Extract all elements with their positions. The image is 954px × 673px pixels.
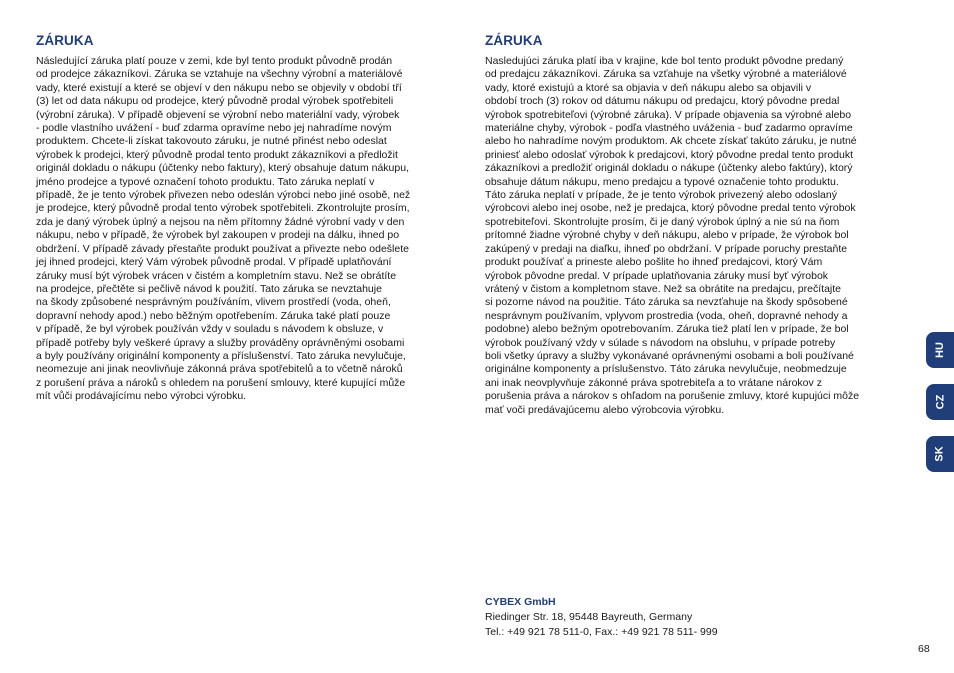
paragraph-line: vady, ktoré existujú a ktoré sa objavia v deň nákupu alebo sa objavili v	[485, 81, 812, 94]
paragraph-line: prítomné žiadne výrobné chyby v deň nákupu, alebo v prípade, že výrobok bol	[485, 229, 849, 242]
paragraph-line: na škody způsobené nesprávným používáním, vlivem prostředí (voda, oheň,	[36, 296, 391, 309]
paragraph-line: Táto záruka neplatí v prípade, že je tento výrobok privezený alebo odoslaný	[485, 189, 837, 202]
paragraph-line: vady, které existují a které se objeví v den nákupu nebo se objevily v období tří	[36, 81, 402, 94]
paragraph-line: spotrebiteľovi. Skontrolujte prosím, či je daný výrobok úplný a nie sú na ňom	[485, 215, 840, 228]
language-tab-hu-label: HU	[933, 342, 946, 358]
paragraph-line: originál dokladu o nákupu (účtenky nebo faktury), který obsahuje datum nákupu,	[36, 162, 409, 175]
paragraph-line: alebo ho nahradíme novým produktom. Ak chcete získať takúto záruku, je nutné	[485, 135, 857, 148]
paragraph-line: výrobok pôvodne predal. V prípade uplatňovania záruky musí byť výrobok	[485, 269, 829, 282]
paragraph-line: záruky musí být výrobek vrácen v čistém a kompletním stavu. Než se obrátíte	[36, 269, 397, 282]
paragraph-line: (3) let od data nákupu od prodejce, který původně prodal výrobek spotřebiteli	[36, 95, 394, 108]
paragraph-line: produkt používať a prineste alebo pošlite ho ihneď predajcovi, ktorý Vám	[485, 256, 823, 269]
paragraph-line: materiálne chyby, výrobok - podľa vlastného uváženia - buď zadarmo opravíme	[485, 122, 853, 135]
paragraph-line: výrobcovi alebo inej osobe, než je predajca, ktorý pôvodne predal tento výrobok	[485, 202, 856, 215]
paragraph-line: jej ihned prodejci, který Vám výrobek původně prodal. V případě uplatňování	[36, 256, 392, 269]
paragraph-line: mať voči predávajúcemu alebo výrobcovia výrobku.	[485, 403, 725, 416]
cz-warranty-section	[36, 33, 472, 404]
paragraph-line: a byly používány originální komponenty a příslušenství. Tato záruka nevylučuje,	[36, 349, 406, 362]
paragraph-line: (výrobní záruka). V případě objevení se výrobní nebo materiální vady, výrobek	[36, 108, 400, 121]
paragraph-line: Následující záruka platí pouze v zemi, kde byl tento produkt původně prodán	[36, 55, 393, 67]
cz-warranty-title: ZÁRUKA	[36, 33, 94, 48]
paragraph-line: zda je daný výrobek úplný a nejsou na něm přítomny žádné výrobní vady v den	[36, 215, 405, 228]
company-contact: Tel.: +49 921 78 511-0, Fax.: +49 921 78 511- 999	[485, 626, 718, 638]
language-tab-sk[interactable]	[926, 436, 954, 472]
company-address: Riedinger Str. 18, 95448 Bayreuth, Germany	[485, 611, 693, 623]
paragraph-line: jméno prodejce a typové označení tohoto produktu. Tato záruka neplatí v	[36, 175, 375, 188]
paragraph-line: případě potřeby byly veškeré úpravy a služby prováděny oprávněnými osobami	[36, 336, 405, 349]
paragraph-line: obsahuje dátum nákupu, meno predajcu a typové označenie tohto produktu.	[485, 175, 839, 188]
paragraph-line: z porušení práva a nároků s ohledem na porušení smlouvy, které kupující může	[36, 376, 406, 389]
paragraph-line: boli všetky úpravy a služby vykonávané oprávnenými osobami a boli používané	[485, 349, 854, 362]
paragraph-line: zakúpený v predaji na diaľku, ihneď po obdržaní. V prípade poruchy prestaňte	[485, 242, 848, 255]
paragraph-line: originálne komponenty a príslušenstvo. Táto záruka nevylučuje, neobmedzuje	[485, 363, 847, 376]
company-info	[485, 595, 718, 640]
sk-warranty-text	[485, 55, 921, 417]
paragraph-line: neomezuje ani jinak neovlivňuje zákonná práva spotřebitelů a to včetně nároků	[36, 363, 403, 376]
paragraph-line: nesprávnym používaním, vplyvom prostredia (voda, oheň, dopravné nehody a	[485, 309, 848, 322]
paragraph-line: na prodejce, přečtěte si pečlivě návod k použití. Tato záruka se nevztahuje	[36, 282, 382, 295]
paragraph-line: výrobek k prodejci, který původně prodal tento produkt zákazníkovi a předložit	[36, 148, 398, 161]
paragraph-line: Nasledujúci záruka platí iba v krajine, kde bol tento produkt pôvodne predaný	[485, 55, 844, 67]
paragraph-line: případě, že je tento výrobek přivezen nebo odeslán výrobci nebo jiné osobě, než	[36, 189, 411, 202]
sk-warranty-section	[485, 33, 921, 417]
paragraph-line: zákazníkovi a predložiť originál dokladu o nákupe (účtenky alebo faktúry), ktorý	[485, 162, 853, 175]
page-number: 68	[918, 643, 930, 655]
paragraph-line: vrátený v čistom a kompletnom stave. Než sa obrátite na predajcu, prečítajte	[485, 282, 842, 295]
sk-warranty-title: ZÁRUKA	[485, 33, 543, 48]
paragraph-line: porušenia práva a nárokov s ohľadom na porušenie zmluvy, ktoré kupujúci môže	[485, 390, 860, 403]
paragraph-line: priniesť alebo odoslať výrobok k predajcovi, ktorý pôvodne predal tento produkt	[485, 148, 854, 161]
company-name: CYBEX GmbH	[485, 596, 556, 608]
paragraph-line: období troch (3) rokov od dátumu nákupu od predajcu, ktorý pôvodne predal	[485, 95, 840, 108]
paragraph-line: v případě, že byl výrobek používán vždy v souladu s návodem k obsluze, v	[36, 323, 384, 336]
paragraph-line: produktem. Chcete-li získat takovouto záruku, je nutné přinést nebo odeslat	[36, 135, 387, 148]
paragraph-line: je prodejce, který původně prodal tento výrobek spotřebiteli. Zkontrolujte prosím,	[36, 202, 410, 215]
paragraph-line: ani inak neovplyvňuje zákonné práva spotrebiteľa a to vrátane nárokov z	[485, 376, 822, 389]
paragraph-line: dopravní nehody apod.) nebo běžným opotřebením. Záruka také platí pouze	[36, 309, 391, 322]
language-tab-cz[interactable]	[926, 384, 954, 420]
cz-warranty-text	[36, 55, 472, 404]
paragraph-line: podobne) alebo bežným opotrebovaním. Záruka tiež platí len v prípade, že bol	[485, 323, 849, 336]
paragraph-line: od prodejce zákazníkovi. Záruka se vztahuje na všechny výrobní a materiálové	[36, 68, 403, 81]
language-tab-sk-label: SK	[934, 446, 946, 462]
paragraph-line: nákupu, nebo v případě, že výrobek byl zakoupen v prodeji na dálku, ihned po	[36, 229, 400, 242]
language-tab-hu[interactable]	[926, 332, 954, 368]
paragraph-line: - podle vlastního uvážení - buď zdarma opravíme nebo jej nahradíme novým	[36, 122, 392, 135]
paragraph-line: mít vůči prodávajícímu nebo výrobci výrobku.	[36, 390, 247, 403]
language-tab-cz-label: CZ	[933, 394, 946, 410]
paragraph-line: výrobok spotrebiteľovi (výrobné záruka). V prípade objavenia sa výrobné alebo	[485, 108, 852, 121]
paragraph-line: si pozorne návod na použitie. Táto záruka sa nevzťahuje na škody spôsobené	[485, 296, 848, 309]
paragraph-line: od predajcu zákazníkovi. Záruka sa vzťahuje na všetky výrobné a materiálové	[485, 68, 847, 81]
paragraph-line: výrobok používaný vždy v súlade s návodom na obsluhu, v prípade potreby	[485, 336, 836, 349]
paragraph-line: obdržení. V případě závady přestaňte produkt používat a přivezte nebo odešlete	[36, 242, 409, 255]
